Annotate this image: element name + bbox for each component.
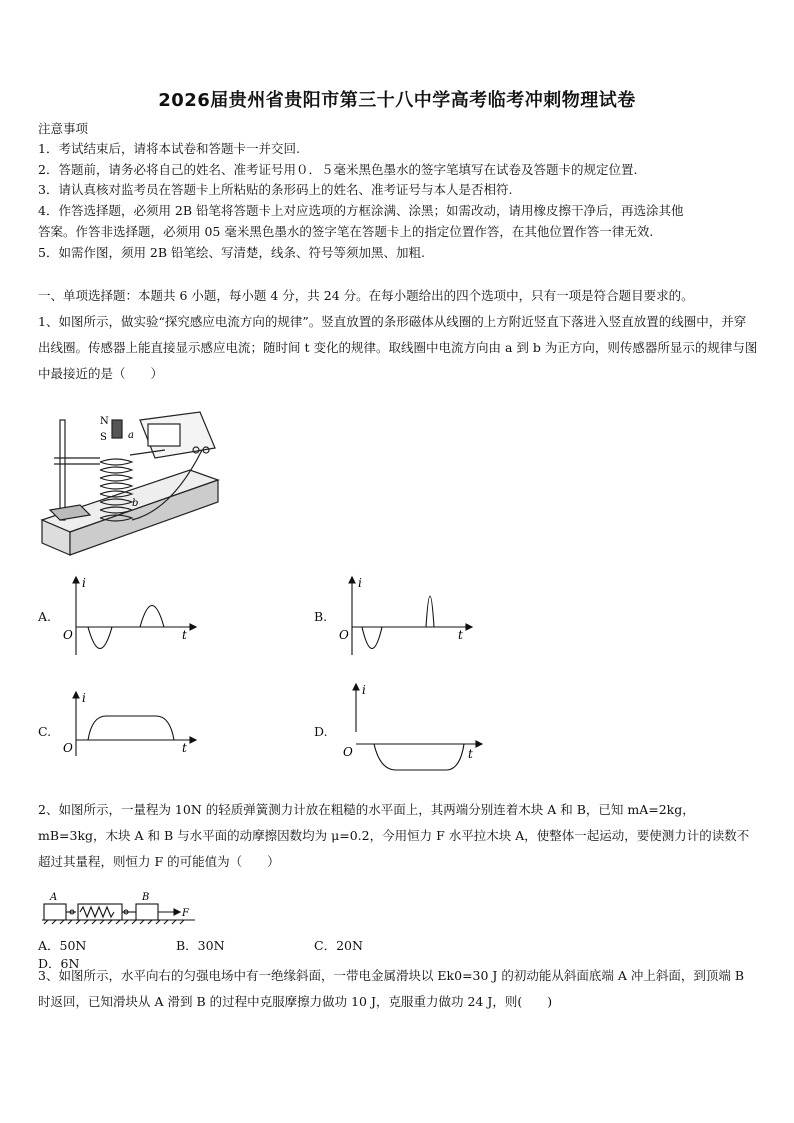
label-s: S: [100, 432, 107, 443]
axis-i: i: [82, 691, 86, 705]
notice-item: 2．答题前，请务必将自己的姓名、准考证号用０．５毫米黑色墨水的签字笔填写在试卷及答题卡的规定位置.: [38, 162, 638, 177]
axis-o: O: [339, 628, 349, 642]
label-block-a: A: [50, 892, 58, 903]
axis-t: t: [182, 741, 187, 755]
label-n: N: [100, 416, 109, 427]
axis-i: i: [82, 576, 86, 590]
option-b-graph: [336, 575, 476, 660]
axis-o: O: [63, 741, 73, 755]
option-d-graph: [336, 682, 486, 777]
axis-i: i: [358, 576, 362, 590]
label-force-f: F: [182, 908, 189, 919]
label-a: a: [128, 430, 134, 441]
section-heading: 一、单项选择题：本题共 6 小题，每小题 4 分，共 24 分。在每小题给出的四个选项中，只有一项是符合题目要求的。: [38, 288, 694, 303]
question-3-text: 3、如图所示，水平向右的匀强电场中有一绝缘斜面，一带电金属滑块以 Ek0=30 J 的初动能从斜面底端 A 冲上斜面，到顶端 B 时返回，已知滑块从 A 滑到 B 的过程中克服摩擦力做功 10 J，克服重力做功 24 J，则( ): [38, 968, 745, 1009]
axis-o: O: [63, 628, 73, 642]
option-2a: A．50N: [38, 938, 87, 953]
page-title: 2026届贵州省贵阳市第三十八中学高考临考冲刺物理试卷: [158, 90, 636, 111]
question-2-text: 2、如图所示，一量程为 10N 的轻质弹簧测力计放在粗糙的水平面上，其两端分别连着木块 A 和 B，已知 mA=2kg，mB=3kg，木块 A 和 B 与水平面的动摩擦因数均为 μ=0.2，今用恒力 F 水平拉木块 A，使整体一起运动，要使测力计的读数不超过其量程，则恒力 F 的可能值为（ ）: [38, 802, 750, 869]
notice-item: 4．作答选择题，必须用 2B 铅笔将答题卡上对应选项的方框涂满、涂黑；如需改动，请用橡皮擦干净后，再选涂其他: [38, 203, 684, 218]
axis-o: O: [343, 745, 353, 759]
option-2b: B．30N: [176, 938, 225, 953]
question-1-text: 1、如图所示，做实验“探究感应电流方向的规律”。竖直放置的条形磁体从线圈的上方附近竖直下落进入竖直放置的线圈中，并穿出线圈。传感器上能直接显示感应电流；随时间 t 变化的规律。取线圈中电流方向由 a 到 b 为正方向，则传感器所显示的规律与图中最接近的是（ ）: [38, 314, 758, 381]
option-c-label: C.: [38, 724, 52, 739]
notice-item: 1．考试结束后，请将本试卷和答题卡一并交回.: [38, 141, 300, 156]
axis-i: i: [362, 683, 366, 697]
axis-t: t: [182, 628, 187, 642]
label-block-b: B: [142, 892, 150, 903]
option-a-graph: [60, 575, 200, 660]
axis-t: t: [458, 628, 463, 642]
notice-item: 3．请认真核对监考员在答题卡上所粘贴的条形码上的姓名、准考证号与本人是否相符.: [38, 182, 513, 197]
notice-heading: 注意事项: [38, 121, 89, 136]
notice-item: 5．如需作图，须用 2B 铅笔绘、写清楚，线条、符号等须加黑、加粗.: [38, 245, 426, 260]
option-d-label: D.: [314, 724, 328, 739]
label-b: b: [132, 498, 139, 509]
option-a-label: A.: [38, 609, 52, 624]
coil-magnet-apparatus: [40, 410, 220, 560]
option-c-graph: [60, 690, 200, 762]
option-2c: C．20N: [314, 938, 363, 953]
spring-blocks-diagram: [40, 890, 200, 926]
option-2d: D．6N: [38, 956, 80, 971]
notice-item: 答案。作答非选择题，必须用 05 毫米黑色墨水的签字笔在答题卡上的指定位置作答，在其他位置作答一律无效.: [38, 224, 654, 239]
axis-t: t: [468, 747, 473, 761]
option-b-label: B.: [314, 609, 328, 624]
